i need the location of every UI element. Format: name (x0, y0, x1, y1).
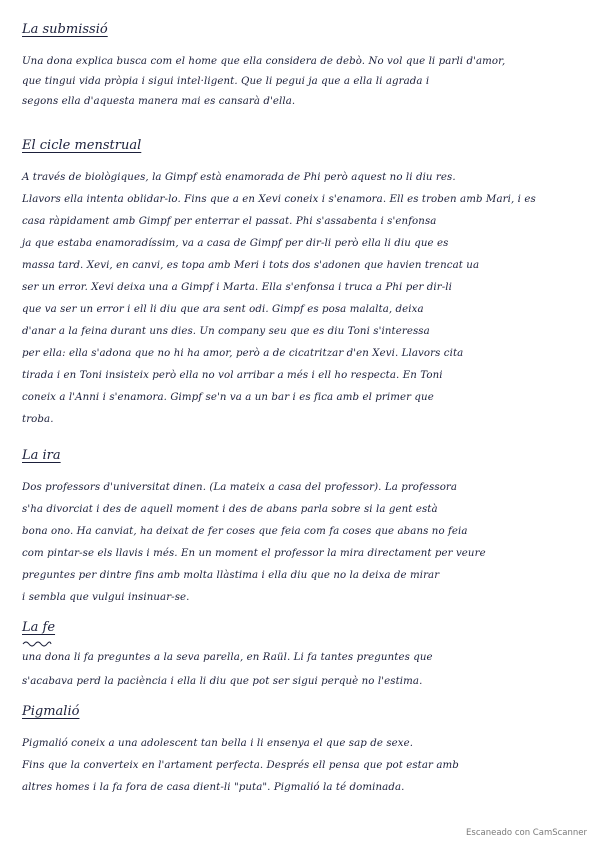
text-line: d'anar a la feina durant uns dies. Un company seu que es diu Toni s'interessa (22, 326, 430, 337)
text-line: ja que estaba enamoradíssim, va a casa de Gimpf per dir-li però ella li diu que es (22, 238, 449, 249)
section-title-fe: La fe (22, 620, 56, 635)
text-line: i sembla que vulgui insinuar-se. (22, 592, 190, 603)
text-line: preguntes per dintre fins amb molta llàstima i ella diu que no la deixa de mirar (22, 570, 440, 581)
section-title-pigmalio: Pigmalió (22, 704, 80, 719)
text-line: A través de biològiques, la Gimpf està enamorada de Phi però aquest no li diu res. (22, 172, 456, 183)
text-line: una dona li fa preguntes a la seva parella, en Raül. Li fa tantes preguntes que (22, 652, 433, 663)
text-line: troba. (22, 414, 54, 425)
section-title-ira: La ira (22, 448, 61, 463)
text-line: que va ser un error i ell li diu que ara sent odi. Gimpf es posa malalta, deixa (22, 304, 424, 315)
text-line: s'acabava perd la paciència i ella li diu que pot ser sigui perquè no l'estima. (22, 676, 423, 687)
text-line: que tingui vida pròpia i sigui intel·ligent. Que li pegui ja que a ella li agrada i (22, 76, 430, 87)
text-line: altres homes i la fa fora de casa dient-li "puta". Pigmalió la té dominada. (22, 782, 405, 793)
text-line: bona ono. Ha canviat, ha deixat de fer coses que feia com fa coses que abans no feia (22, 526, 468, 537)
text-line: Pigmalió coneix a una adolescent tan bella i li ensenya el que sap de sexe. (22, 738, 414, 749)
scanner-watermark: Escaneado con CamScanner (466, 828, 587, 838)
text-line: Dos professors d'universitat dinen. (La mateix a casa del professor). La professora (22, 482, 458, 493)
section-title-submissio: La submissió (22, 22, 108, 37)
underline-squiggle (22, 640, 52, 648)
text-line: segons ella d'aquesta manera mai es cansarà d'ella. (22, 96, 296, 107)
text-line: Una dona explica busca com el home que ella considera de debò. No vol que li parli d'amor, (22, 56, 506, 67)
text-line: com pintar-se els llavis i més. En un moment el professor la mira directament per veure (22, 548, 486, 559)
text-line: ser un error. Xevi deixa una a Gimpf i Marta. Ella s'enfonsa i truca a Phi per dir-li (22, 282, 453, 293)
text-line: Fins que la converteix en l'artament perfecta. Després ell pensa que pot estar amb (22, 760, 459, 771)
text-line: massa tard. Xevi, en canvi, es topa amb Meri i tots dos s'adonen que havien trencat ua (22, 260, 480, 271)
text-line: coneix a l'Anni i s'enamora. Gimpf se'n va a un bar i es fica amb el primer que (22, 392, 434, 403)
text-line: per ella: ella s'adona que no hi ha amor, però a de cicatritzar d'en Xevi. Llavors cita (22, 348, 464, 359)
text-line: s'ha divorciat i des de aquell moment i des de abans parla sobre si la gent està (22, 504, 438, 515)
text-line: casa ràpidament amb Gimpf per enterrar el passat. Phi s'assabenta i s'enfonsa (22, 216, 437, 227)
text-line: Llavors ella intenta oblidar-lo. Fins que a en Xevi coneix i s'enamora. Ell es troben amb Mari, i es (22, 194, 536, 205)
text-line: tirada i en Toni insisteix però ella no vol arribar a més i ell ho respecta. En Toni (22, 370, 443, 381)
section-title-cicle-menstrual: El cicle menstrual (22, 138, 142, 153)
